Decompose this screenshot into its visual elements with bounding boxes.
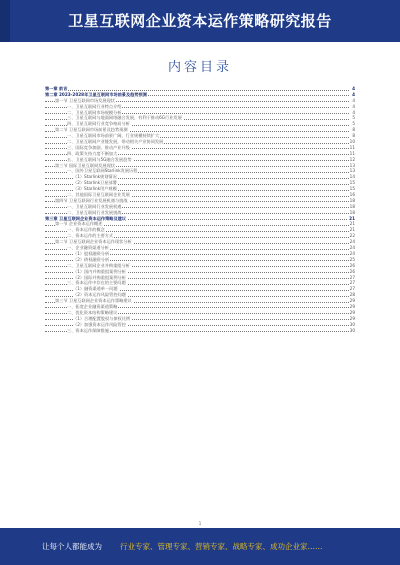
toc-entry-page: 30 (349, 321, 355, 327)
page-number: 1 (198, 521, 202, 526)
toc-entry-page: 8 (352, 133, 355, 139)
toc-entry-title: （1）国内并购重组案例分析 (73, 268, 126, 274)
toc-entry-title: 第一节 企业资本运作概述 (55, 221, 103, 227)
toc-entry-page: 14 (349, 174, 355, 180)
report-header (0, 0, 400, 42)
toc-entry-title: 一、国外卫星互联网Starlink发展历程 (67, 168, 138, 174)
toc-entry-title: 第一节 卫星互联网市场发展现状 (55, 97, 115, 103)
toc-entry-page: 22 (349, 233, 355, 239)
toc-entry-page: 18 (349, 203, 355, 209)
toc-entry-page: 29 (349, 303, 355, 309)
toc-entry-page: 8 (352, 127, 355, 133)
toc-entry-page: 29 (349, 315, 355, 321)
toc-entry-title: （1）股权融资分析 (73, 250, 110, 256)
toc-entry-page: 29 (349, 309, 355, 315)
toc-entry-page: 30 (349, 327, 355, 333)
toc-entry-page: 18 (349, 209, 355, 215)
toc-entry-page: 10 (349, 139, 355, 145)
toc-entry-title: 一、卫星互联网行业发展机遇 (67, 203, 122, 209)
toc-entry-page: 21 (349, 221, 355, 227)
toc-entry-title: 三、资本运作保障措施 (67, 327, 109, 333)
toc-entry-page: 24 (349, 239, 355, 245)
toc-entry-title: 第三节 国际卫星互联网发展现状 (55, 162, 115, 168)
toc-entry-page: 15 (349, 186, 355, 192)
toc-entry-title: （1）Starlink规划情况 (73, 174, 117, 180)
toc-entry-title: 一、卫星互联网行业特点介绍 (67, 103, 122, 109)
toc-entry-page: 12 (349, 156, 355, 162)
toc-entry-title: 一、拓宽企业融资渠道策略 (67, 303, 118, 309)
toc-entry-page: 4 (352, 109, 355, 115)
toc-entry-page: 11 (349, 144, 355, 150)
toc-entry-title: （3）Starlink用户规模 (73, 186, 117, 192)
toc-entry-title: 五、卫星互联网与5G融合发展趋势 (67, 156, 132, 162)
toc-entry-page: 21 (349, 215, 355, 221)
toc-entry-page: 5 (352, 121, 355, 127)
toc-entry-page: 13 (349, 162, 355, 168)
toc-entry-title: 第四节 卫星互联网行业发展机遇与挑战 (55, 197, 128, 203)
toc-entry-title: 一、卫星互联网市场前景广阔，行业规模持续扩大 (67, 133, 160, 139)
toc-entry-title: 二、卫星互联网行业发展挑战 (67, 209, 122, 215)
toc-entry-title: 第一章 前言 (45, 86, 68, 91)
toc-entry-page: 16 (349, 192, 355, 198)
toc-entry-title: 一、企业融资渠道分析 (67, 245, 109, 251)
toc-entry-title: 第三章 卫星互联网企业资本运作策略及建议 (45, 215, 127, 221)
toc-entry-page: 4 (352, 86, 355, 91)
toc-entry-page: 27 (349, 274, 355, 280)
toc-entry-title: 二、资本运作的主要方式 (67, 233, 114, 239)
toc-entry-title: 二、卫星互联网市场规模分析 (67, 109, 122, 115)
toc-entry-page: 24 (349, 250, 355, 256)
toc-entry-title: 四、政策支持力度不断加大 (67, 150, 118, 156)
toc-entry-title: 第二节 卫星互联网市场前景及趋势预测 (55, 127, 128, 133)
footer-banner (0, 528, 400, 565)
toc-entry-title: 二、其他国际卫星互联网企业发展 (67, 192, 130, 198)
toc-entry-title: 二、卫星互联网产业链发展，带动相关产业协同发展 (67, 139, 164, 145)
toc-heading: 内容目录 (167, 60, 232, 75)
toc-entry-title: （1）融资渠道单一问题 (73, 286, 118, 292)
toc-entry-title: 三、资本运作中存在的主要问题 (67, 280, 126, 286)
toc-entry-page: 27 (349, 280, 355, 286)
toc-entry-title: 第二节 卫星互联网企业资本运作现状分析 (55, 239, 132, 245)
toc-entry-page: 24 (349, 245, 355, 251)
toc-entry-title: 第三节 卫星互联网企业资本运作策略建议 (55, 298, 132, 304)
toc-entry-title: （2）加强资本运作风险管控 (73, 321, 126, 327)
toc-entry-title: 二、优化资本结构策略建议 (67, 309, 118, 315)
toc-entry-page: 15 (349, 180, 355, 186)
toc-entry-page: 28 (349, 292, 355, 298)
footer-slogan-right: 行业专家、管理专家、营销专家、战略专家、成功企业家…… (120, 542, 323, 551)
toc-entry-title: （2）债权融资分析 (73, 256, 110, 262)
toc-entry-page: 25 (349, 256, 355, 262)
toc-entry-title: 三、卫星互联网与地面网络融合发展，有利于推动6G行业发展 (67, 115, 182, 121)
toc-entry-page: 26 (349, 262, 355, 268)
report-title: 卫星互联网企业资本运作策略研究报告 (68, 12, 332, 30)
toc-entry-title: （2）Starlink卫星部署 (73, 180, 117, 186)
toc-entry-title: 一、资本运作的概念 (67, 227, 105, 233)
toc-entry-page: 4 (352, 103, 355, 109)
toc-entry-title: 三、国际竞争加剧，推动产业升级 (67, 144, 130, 150)
toc-entry-title: （2）资本运作风险管控问题 (73, 292, 126, 298)
toc-entry-page: 29 (349, 298, 355, 304)
toc-leader-dots (45, 90, 349, 91)
toc-entry-page: 27 (349, 286, 355, 292)
toc-entry-page: 4 (352, 97, 355, 103)
toc-entry-page: 26 (349, 268, 355, 274)
toc-entry-page: 5 (352, 115, 355, 121)
toc-entry-page: 21 (349, 227, 355, 233)
toc-entry-title: （1）合理配置股权与债权比例 (73, 315, 131, 321)
toc-entry-page: 11 (349, 150, 355, 156)
toc-entry-title: 第二章 2023-2028年卫星互联网市场前景及趋势预测 (45, 91, 147, 97)
toc-entry-title: 四、卫星互联网行业竞争格局分析 (67, 121, 130, 127)
table-of-contents (45, 86, 355, 333)
toc-entry-page: 13 (349, 168, 355, 174)
footer-slogan-left: 让每个人都能成为 (42, 542, 102, 551)
toc-entry-page: 4 (352, 91, 355, 97)
toc-entry-title: （2）国际并购重组案例分析 (73, 274, 126, 280)
toc-entry-title: 二、卫星互联网企业并购重组分析 (67, 262, 130, 268)
toc-entry[interactable] (45, 328, 355, 334)
toc-entry-page: 18 (349, 197, 355, 203)
